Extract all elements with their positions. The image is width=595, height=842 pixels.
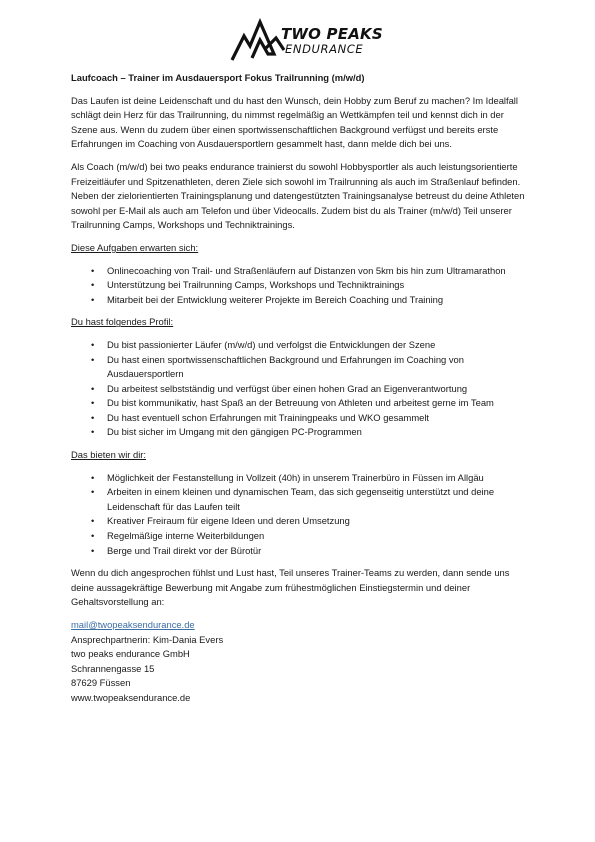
company-name: two peaks endurance GmbH — [71, 648, 190, 660]
bullet-icon: • — [91, 530, 95, 542]
list-item: • Du hast einen sportwissenschaftlichen Background und Erfahrungen im Coaching von Ausdauersportlern — [91, 353, 464, 380]
bullet-icon: • — [91, 293, 95, 305]
list-item: • Du bist kommunikativ, hast Spaß an der Betreuung von Athleten und arbeitest gerne im Team — [71, 396, 531, 411]
city-address: 87629 Füssen — [71, 677, 131, 689]
bullet-icon: • — [91, 411, 95, 423]
section-heading-tasks: Diese Aufgaben erwarten sich: — [71, 241, 199, 253]
email-link[interactable]: mail@twopeaksendurance.de — [71, 619, 195, 630]
list-item: • Regelmäßige interne Weiterbildungen — [71, 529, 531, 544]
bullet-icon: • — [91, 515, 95, 527]
bullet-icon: • — [91, 544, 95, 556]
closing-paragraph: Wenn du dich angesprochen fühlst und Lust hast, Teil unseres Trainer-Teams zu werden, dann sende uns deine aussagekräftige Bewerbung mit Angabe zum frühestmöglichen Einstiegstermin und deiner Gehaltsvorstellung an: — [71, 567, 510, 608]
list-item: • Möglichkeit der Festanstellung in Vollzeit (40h) in unserem Trainerbüro in Füssen im Allgäu — [71, 471, 531, 486]
contact-person: Ansprechpartnerin: Kim-Dania Evers — [71, 633, 224, 645]
job-title: Laufcoach – Trainer im Ausdauersport Fokus Trailrunning (m/w/d) — [71, 72, 365, 83]
contact-block — [71, 618, 531, 706]
list-item: • Berge und Trail direkt vor der Bürotür — [71, 544, 531, 559]
list-item: • Mitarbeit bei der Entwicklung weiterer Projekte im Bereich Coaching und Training — [71, 293, 531, 308]
list-item: • Unterstützung bei Trailrunning Camps, Workshops und Techniktrainings — [71, 278, 531, 293]
bullet-icon: • — [91, 382, 95, 394]
intro-paragraph-1: Das Laufen ist deine Leidenschaft und du hast den Wunsch, dein Hobby zum Beruf zu machen? Im Idealfall schlägt dein Herz für das Trailrunning, du nimmst regelmäßig an Wettkämpfen teil und kennst dich in der Szene aus. Wenn du zudem über einen sportwissenschaftlichen Background verfügst und bereits erste Erfahrungen im Coaching von Ausdauersportlern gesammelt hast, dann melde dich bei uns. — [71, 94, 518, 150]
mountain-peaks-icon — [230, 18, 286, 62]
list-item: • Du bist sicher im Umgang mit den gängigen PC-Programmen — [71, 425, 531, 440]
list-item: • Du hast eventuell schon Erfahrungen mit Trainingpeaks und WKO gesammelt — [71, 411, 531, 426]
list-item: • Onlinecoaching von Trail- und Straßenläufern auf Distanzen von 5km bis hin zum Ultramarathon — [71, 264, 531, 279]
tasks-list — [71, 264, 531, 308]
list-item: • Kreativer Freiraum für eigene Ideen und deren Umsetzung — [71, 514, 531, 529]
bullet-icon: • — [91, 426, 95, 438]
company-logo — [230, 18, 383, 62]
job-posting — [71, 71, 531, 706]
website-link[interactable]: www.twopeaksendurance.de — [71, 691, 191, 703]
logo-line-2: ENDURANCE — [285, 42, 364, 56]
street-address: Schrannengasse 15 — [71, 662, 155, 674]
list-item: • Arbeiten in einem kleinen und dynamischen Team, das sich gegenseitig unterstützt und deine Leidenschaft für das Laufen teilt — [91, 486, 495, 512]
profile-list — [71, 338, 531, 440]
section-heading-offer: Das bieten wir dir: — [71, 449, 147, 461]
section-heading-profile: Du hast folgendes Profil: — [71, 316, 174, 328]
list-item: • Du bist passionierter Läufer (m/w/d) und verfolgst die Entwicklungen der Szene — [71, 338, 531, 353]
bullet-icon: • — [91, 279, 95, 291]
bullet-icon: • — [91, 264, 95, 276]
bullet-icon: • — [91, 397, 95, 409]
intro-paragraph-2: Als Coach (m/w/d) bei two peaks endurance trainierst du sowohl Hobbysportler als auch leistungsorientierte Freizeitläufer und Spitzenathleten, deren Ziele sich sowohl im Trailrunning als auch im Straßenlauf befinden. Neben der zielorientierten Trainingsplanung und datengestützten Trainingsanalyse betreust du deine Athleten sowohl per E-Mail als auch am Telefon und über Videocalls. Zudem bist du als Trainer (m/w/d) Teil unserer Trailrunning Camps, Workshops und Techniktrainings. — [71, 160, 525, 231]
logo-line-1: TWO PEAKS — [281, 25, 383, 43]
list-item: • Du arbeitest selbstständig und verfügst über einen hohen Grad an Eigenverantwortung — [71, 382, 531, 397]
bullet-icon: • — [91, 338, 95, 350]
bullet-icon: • — [91, 471, 95, 483]
offer-list — [71, 471, 531, 559]
bullet-icon: • — [91, 486, 95, 498]
bullet-icon: • — [91, 353, 95, 365]
